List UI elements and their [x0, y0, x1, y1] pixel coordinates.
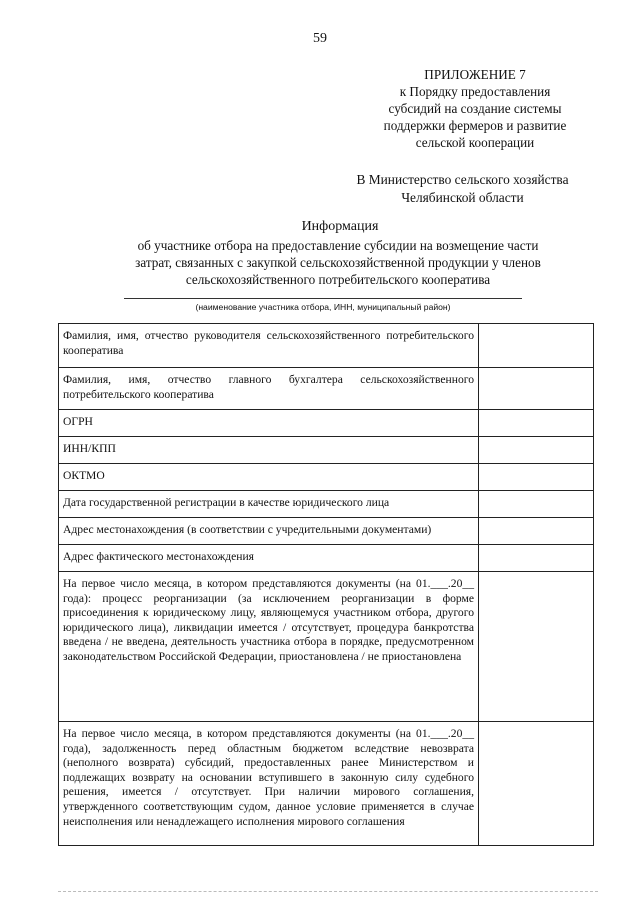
- appendix-line: субсидий на создание системы: [388, 101, 562, 116]
- row-label: ОКТМО: [59, 464, 479, 491]
- table-row: [59, 324, 594, 368]
- table-row: [59, 464, 594, 491]
- row-label: На первое число месяца, в котором представляются документы (на 01.___.20__ года): процесс реорганизации (за исключением реорганизации в форме присоединения к юридическому лицу, являющемуся участником отбора, другого юридического лица), ликвидации имеется / отсутствует, процедура банкротства введена / не введена, деятельность участника отбора в порядке, предусмотренном законодательством Российской Федерации, приостановлена / не приостановлена: [59, 572, 479, 722]
- row-value-cell[interactable]: [479, 410, 594, 437]
- subject-line: затрат, связанных с закупкой сельскохозяйственной продукции у членов: [135, 255, 541, 270]
- row-label: Фамилия, имя, отчество главного бухгалтера сельскохозяйственного потребительского кооператива: [59, 368, 479, 410]
- row-value-cell[interactable]: [479, 368, 594, 410]
- row-value-cell[interactable]: [479, 324, 594, 368]
- table-row: [59, 722, 594, 846]
- document-title: Информация: [301, 219, 379, 234]
- row-value-cell[interactable]: [479, 545, 594, 572]
- appendix-header: [360, 66, 590, 151]
- row-label: Дата государственной регистрации в качестве юридического лица: [59, 491, 479, 518]
- appendix-line: сельской кооперации: [415, 135, 535, 150]
- row-value-cell[interactable]: [479, 518, 594, 545]
- row-value-cell[interactable]: [479, 464, 594, 491]
- table-row: [59, 518, 594, 545]
- table-row: [59, 572, 594, 722]
- row-label: Адрес фактического местонахождения: [59, 545, 479, 572]
- row-label: ОГРН: [59, 410, 479, 437]
- table-row: [59, 491, 594, 518]
- row-value-cell[interactable]: [479, 491, 594, 518]
- info-table: [58, 323, 594, 846]
- page-bottom-divider: [58, 891, 598, 892]
- appendix-title: ПРИЛОЖЕНИЕ 7: [424, 67, 526, 82]
- document-subject: [78, 237, 598, 288]
- page-number: 59: [313, 31, 327, 46]
- addressee-block: [330, 171, 595, 206]
- row-value-cell[interactable]: [479, 572, 594, 722]
- row-value-cell[interactable]: [479, 722, 594, 846]
- table-row: [59, 410, 594, 437]
- table-row: [59, 368, 594, 410]
- subject-line: сельскохозяйственного потребительского кооператива: [185, 272, 491, 287]
- row-label: На первое число месяца, в котором представляются документы (на 01.___.20__ года), задолженность перед областным бюджетом вследствие невозврата (неполного возврата) субсидий, предоставленных ранее Министерством и подлежащих возврату на основании вступившего в законную силу судебного решения, имеется / отсутствует. При наличии мирового соглашения, утвержденного соответствующим судом, данное условие применяется в случае неисполнения или ненадлежащего исполнения мирового соглашения: [59, 722, 479, 846]
- addressee-line: Челябинской области: [401, 189, 524, 205]
- row-label: ИНН/КПП: [59, 437, 479, 464]
- row-label: Адрес местонахождения (в соответствии с учредительными документами): [59, 518, 479, 545]
- table-row: [59, 437, 594, 464]
- subject-line: об участнике отбора на предоставление субсидии на возмещение части: [137, 238, 539, 253]
- participant-name-field[interactable]: [124, 298, 522, 299]
- addressee-line: В Министерство сельского хозяйства: [356, 172, 569, 187]
- table-row: [59, 545, 594, 572]
- row-label: Фамилия, имя, отчество руководителя сельскохозяйственного потребительского кооператива: [59, 324, 479, 368]
- appendix-line: поддержки фермеров и развитие: [383, 118, 567, 133]
- appendix-line: к Порядку предоставления: [399, 84, 551, 99]
- participant-name-caption: (наименование участника отбора, ИНН, муниципальный район): [195, 302, 451, 312]
- row-value-cell[interactable]: [479, 437, 594, 464]
